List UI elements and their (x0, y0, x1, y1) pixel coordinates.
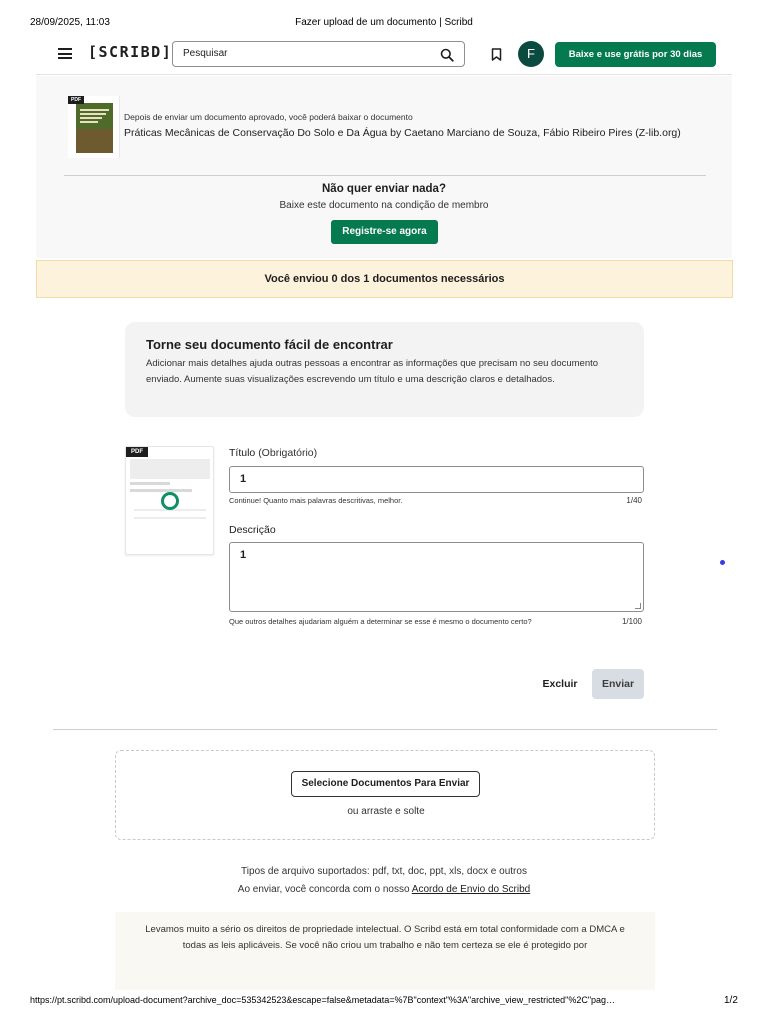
description-value: 1 (240, 549, 247, 561)
download-note: Depois de enviar um documento aprovado, você poderá baixar o documento (124, 112, 413, 122)
title-label-text: Título (229, 447, 256, 459)
drag-drop-text: ou arraste e solte (347, 806, 425, 817)
upload-dropzone[interactable] (115, 750, 655, 840)
description-char-count: 1/100 (621, 617, 642, 626)
title-hint: Continue! Quanto mais palavras descritivas, melhor. (229, 496, 403, 505)
tips-body: Adicionar mais detalhes ajuda outras pessoas a encontrar as informações que precisam no seu documento enviado. Aumente suas visualizações escrevendo um título e uma descrição claros e detalhados. (146, 358, 599, 385)
document-cover (76, 103, 113, 153)
agreement-prefix: Ao enviar, você concorda com o nosso (237, 884, 410, 895)
document-title: Práticas Mecânicas de Conservação Do Solo e Da Água by Caetano Marciano de Souza, Fábio Ribeiro Pires (Z-lib.org) (124, 127, 681, 139)
pdf-badge: PDF (68, 96, 84, 104)
description-textarea[interactable] (229, 542, 644, 612)
print-page-number: 1/2 (724, 995, 738, 1006)
upload-progress-banner: Você enviou 0 dos 1 documentos necessários (36, 260, 733, 298)
description-label: Descrição (229, 524, 276, 536)
delete-button[interactable]: Excluir (542, 678, 578, 690)
title-char-count: 1/40 (626, 496, 642, 505)
pdf-badge: PDF (126, 447, 148, 457)
scribd-logo[interactable]: [SCRIBD] (88, 43, 173, 61)
title-input[interactable]: 1 (229, 466, 644, 493)
divider (64, 175, 706, 176)
tips-box (125, 322, 644, 417)
submit-button[interactable]: Enviar (592, 669, 644, 699)
top-navigation-bar (36, 34, 732, 75)
search-icon[interactable] (440, 48, 454, 62)
loading-spinner-icon (161, 492, 179, 510)
print-url: https://pt.scribd.com/upload-document?archive_doc=535342523&escape=false&metadata=%7B"context"%3A"archive_view_restricted"%2C"pag… (30, 995, 616, 1005)
free-trial-button[interactable]: Baixe e use grátis por 30 dias (555, 42, 716, 67)
menu-icon[interactable] (58, 48, 72, 59)
register-button[interactable]: Registre-se agora (331, 220, 438, 244)
resize-handle-icon[interactable] (635, 603, 641, 609)
search-placeholder: Pesquisar (183, 48, 228, 59)
legal-text: Levamos muito a sério os direitos de propriedade intelectual. O Scribd está em total conformidade com a DMCA e todas as leis aplicáveis. Se você não criou um trabalho e não tem certeza se ele é protegido por (145, 924, 625, 951)
document-thumbnail (68, 96, 120, 158)
legal-notice (115, 912, 655, 990)
title-required-text: (Obrigatório) (258, 447, 318, 459)
user-avatar[interactable]: F (518, 41, 544, 67)
supported-types-text: Tipos de arquivo suportados: pdf, txt, doc, ppt, xls, docx e outros (241, 866, 527, 877)
upload-agreement-link[interactable]: Acordo de Envio do Scribd (411, 884, 531, 895)
search-input[interactable] (172, 41, 465, 67)
print-title: Fazer upload de um documento | Scribd (295, 17, 473, 28)
document-preview (125, 446, 214, 555)
description-hint: Que outros detalhes ajudariam alguém a determinar se esse é mesmo o documento certo? (229, 617, 532, 626)
print-date: 28/09/2025, 11:03 (30, 17, 110, 28)
select-documents-button[interactable]: Selecione Documentos Para Enviar (291, 771, 480, 797)
title-label (229, 447, 317, 459)
divider (53, 729, 717, 730)
agreement-text (0, 884, 768, 895)
indicator-dot (720, 560, 725, 565)
tips-heading: Torne seu documento fácil de encontrar (146, 337, 393, 352)
bookmark-icon[interactable] (491, 48, 502, 61)
no-upload-question: Não quer enviar nada? (322, 183, 446, 195)
member-download-text: Baixe este documento na condição de membro (279, 200, 489, 211)
download-info-panel (36, 76, 732, 258)
